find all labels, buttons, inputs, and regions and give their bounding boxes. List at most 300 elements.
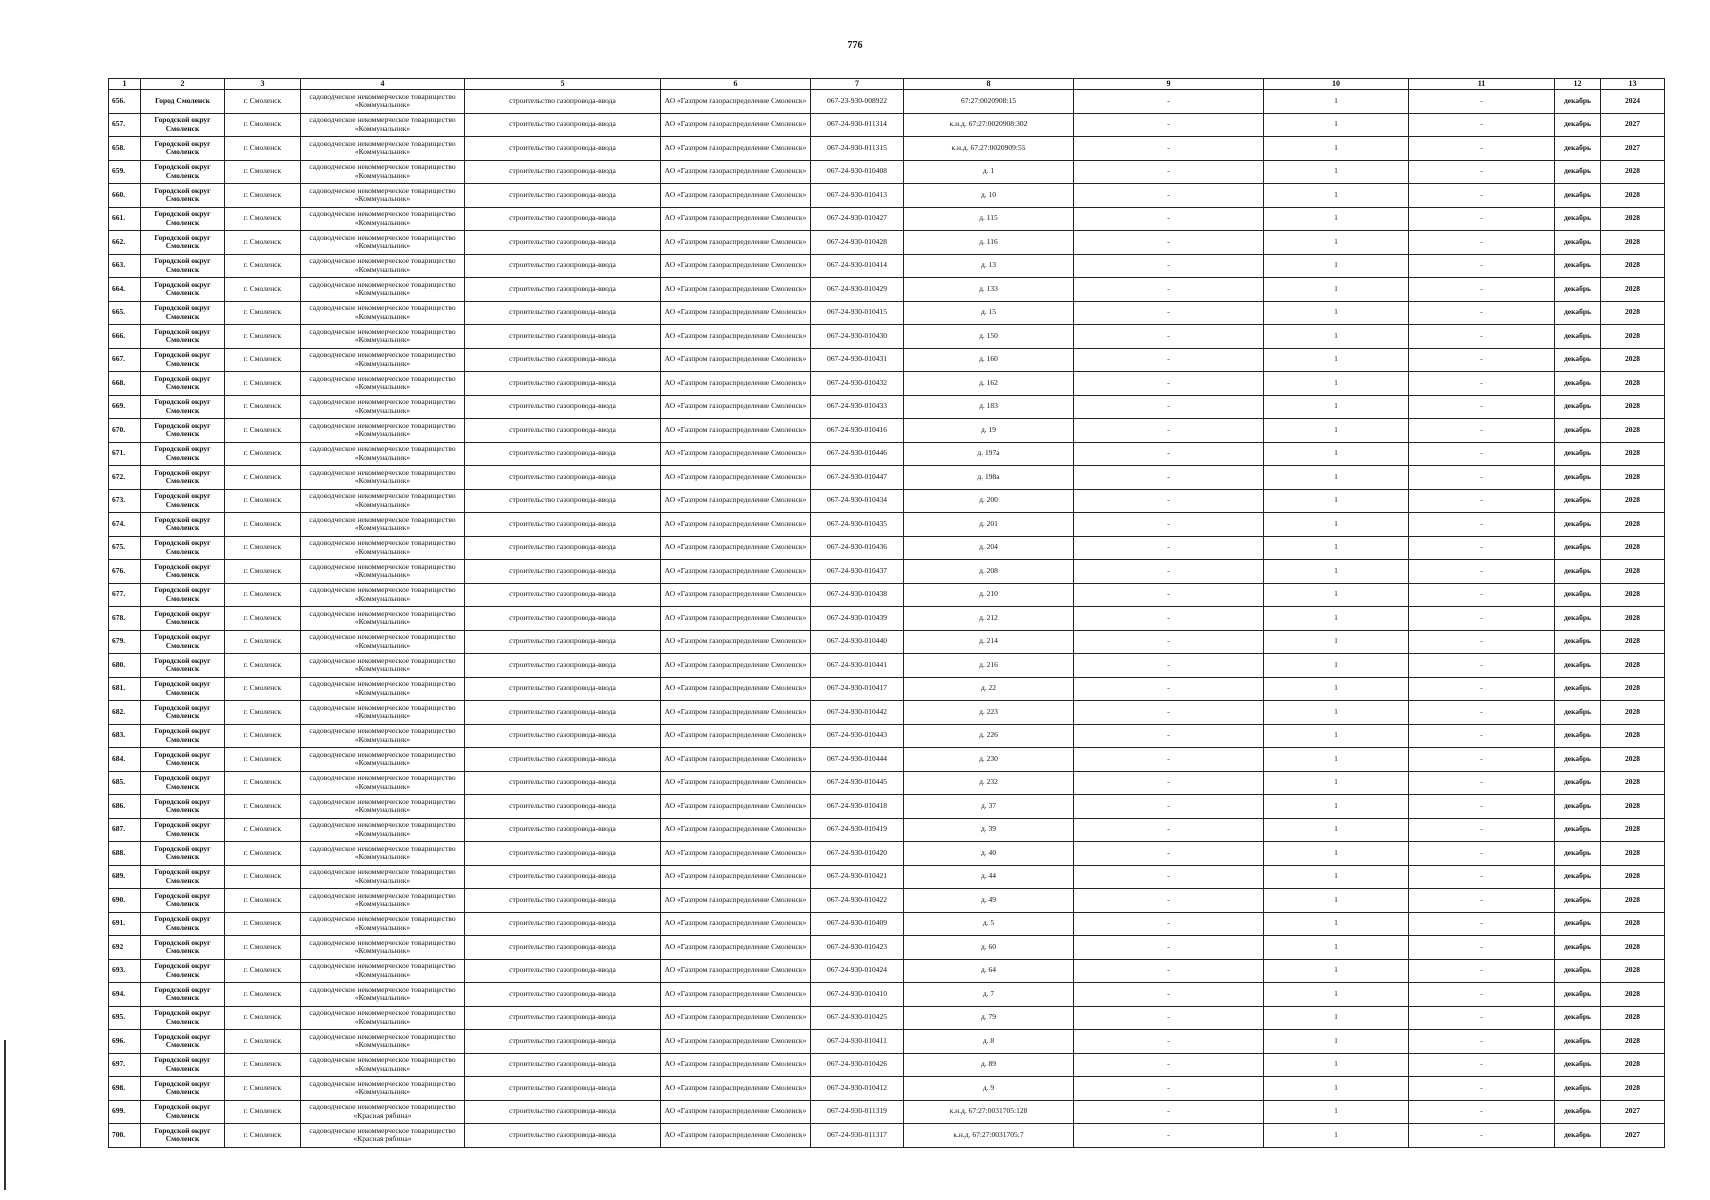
municipality-cell: Городской округ Смоленск bbox=[141, 325, 225, 349]
municipality-cell: Городской округ Смоленск bbox=[141, 231, 225, 255]
operator-cell: АО «Газпром газораспределение Смоленск» bbox=[661, 90, 811, 114]
col10-cell: 1 bbox=[1264, 959, 1409, 983]
month-cell: декабрь bbox=[1555, 959, 1601, 983]
owner-cell: садоводческое некоммерческое товарищество «Коммунальник» bbox=[301, 207, 465, 231]
col10-cell: 1 bbox=[1264, 560, 1409, 584]
work-type-cell: строительство газопровода-ввода bbox=[465, 207, 661, 231]
year-cell: 2028 bbox=[1601, 748, 1665, 772]
work-type-cell: строительство газопровода-ввода bbox=[465, 607, 661, 631]
operator-cell: АО «Газпром газораспределение Смоленск» bbox=[661, 137, 811, 161]
work-type-cell: строительство газопровода-ввода bbox=[465, 842, 661, 866]
municipality-cell: Городской округ Смоленск bbox=[141, 889, 225, 913]
operator-cell: АО «Газпром газораспределение Смоленск» bbox=[661, 1077, 811, 1101]
col11-cell: - bbox=[1409, 489, 1555, 513]
work-type-cell: строительство газопровода-ввода bbox=[465, 395, 661, 419]
locality-cell: г. Смоленск bbox=[225, 442, 301, 466]
year-cell: 2028 bbox=[1601, 207, 1665, 231]
month-cell: декабрь bbox=[1555, 560, 1601, 584]
table-row bbox=[109, 1077, 1665, 1101]
row-number-cell: 662. bbox=[109, 231, 141, 255]
col11-cell: - bbox=[1409, 865, 1555, 889]
locality-cell: г. Смоленск bbox=[225, 560, 301, 584]
object-cell: д. 226 bbox=[904, 724, 1074, 748]
owner-cell: садоводческое некоммерческое товарищество «Коммунальник» bbox=[301, 1030, 465, 1054]
row-number-cell: 697. bbox=[109, 1053, 141, 1077]
code-cell: 067-24-930-011314 bbox=[811, 113, 904, 137]
locality-cell: г. Смоленск bbox=[225, 395, 301, 419]
col10-cell: 1 bbox=[1264, 137, 1409, 161]
row-number-cell: 682. bbox=[109, 701, 141, 725]
column-header: 12 bbox=[1555, 79, 1601, 90]
object-cell: д. 22 bbox=[904, 677, 1074, 701]
municipality-cell: Городской округ Смоленск bbox=[141, 301, 225, 325]
object-cell: д. 204 bbox=[904, 536, 1074, 560]
owner-cell: садоводческое некоммерческое товарищество «Коммунальник» bbox=[301, 748, 465, 772]
row-number-cell: 668. bbox=[109, 372, 141, 396]
object-cell: д. 19 bbox=[904, 419, 1074, 443]
owner-cell: садоводческое некоммерческое товарищество «Коммунальник» bbox=[301, 1077, 465, 1101]
col10-cell: 1 bbox=[1264, 301, 1409, 325]
table-row bbox=[109, 207, 1665, 231]
col10-cell: 1 bbox=[1264, 795, 1409, 819]
col11-cell: - bbox=[1409, 724, 1555, 748]
table-row bbox=[109, 701, 1665, 725]
code-cell: 067-24-930-010426 bbox=[811, 1053, 904, 1077]
municipality-cell: Городской округ Смоленск bbox=[141, 654, 225, 678]
row-number-cell: 665. bbox=[109, 301, 141, 325]
col10-cell: 1 bbox=[1264, 231, 1409, 255]
col10-cell: 1 bbox=[1264, 1053, 1409, 1077]
year-cell: 2024 bbox=[1601, 90, 1665, 114]
col9-cell: - bbox=[1074, 231, 1264, 255]
month-cell: декабрь bbox=[1555, 865, 1601, 889]
col10-cell: 1 bbox=[1264, 889, 1409, 913]
row-number-cell: 688. bbox=[109, 842, 141, 866]
code-cell: 067-24-930-011319 bbox=[811, 1100, 904, 1124]
col9-cell: - bbox=[1074, 137, 1264, 161]
owner-cell: садоводческое некоммерческое товарищество «Коммунальник» bbox=[301, 630, 465, 654]
month-cell: декабрь bbox=[1555, 184, 1601, 208]
operator-cell: АО «Газпром газораспределение Смоленск» bbox=[661, 959, 811, 983]
work-type-cell: строительство газопровода-ввода bbox=[465, 137, 661, 161]
month-cell: декабрь bbox=[1555, 607, 1601, 631]
col9-cell: - bbox=[1074, 1006, 1264, 1030]
object-cell: д. 150 bbox=[904, 325, 1074, 349]
col9-cell: - bbox=[1074, 865, 1264, 889]
row-number-cell: 671. bbox=[109, 442, 141, 466]
municipality-cell: Городской округ Смоленск bbox=[141, 113, 225, 137]
operator-cell: АО «Газпром газораспределение Смоленск» bbox=[661, 1053, 811, 1077]
owner-cell: садоводческое некоммерческое товарищество «Коммунальник» bbox=[301, 818, 465, 842]
code-cell: 067-24-930-010413 bbox=[811, 184, 904, 208]
owner-cell: садоводческое некоммерческое товарищество «Коммунальник» bbox=[301, 889, 465, 913]
municipality-cell: Городской округ Смоленск bbox=[141, 1030, 225, 1054]
col11-cell: - bbox=[1409, 959, 1555, 983]
year-cell: 2027 bbox=[1601, 113, 1665, 137]
row-number-cell: 680. bbox=[109, 654, 141, 678]
row-number-cell: 672. bbox=[109, 466, 141, 490]
month-cell: декабрь bbox=[1555, 1100, 1601, 1124]
work-type-cell: строительство газопровода-ввода bbox=[465, 1100, 661, 1124]
table-row bbox=[109, 254, 1665, 278]
object-cell: д. 212 bbox=[904, 607, 1074, 631]
operator-cell: АО «Газпром газораспределение Смоленск» bbox=[661, 889, 811, 913]
month-cell: декабрь bbox=[1555, 1077, 1601, 1101]
col10-cell: 1 bbox=[1264, 395, 1409, 419]
operator-cell: АО «Газпром газораспределение Смоленск» bbox=[661, 701, 811, 725]
locality-cell: г. Смоленск bbox=[225, 325, 301, 349]
object-cell: д. 37 bbox=[904, 795, 1074, 819]
code-cell: 067-24-930-010420 bbox=[811, 842, 904, 866]
col9-cell: - bbox=[1074, 278, 1264, 302]
col11-cell: - bbox=[1409, 983, 1555, 1007]
year-cell: 2028 bbox=[1601, 724, 1665, 748]
work-type-cell: строительство газопровода-ввода bbox=[465, 654, 661, 678]
col10-cell: 1 bbox=[1264, 771, 1409, 795]
operator-cell: АО «Газпром газораспределение Смоленск» bbox=[661, 936, 811, 960]
municipality-cell: Городской округ Смоленск bbox=[141, 936, 225, 960]
owner-cell: садоводческое некоммерческое товарищество «Коммунальник» bbox=[301, 254, 465, 278]
code-cell: 067-24-930-010436 bbox=[811, 536, 904, 560]
locality-cell: г. Смоленск bbox=[225, 889, 301, 913]
row-number-cell: 663. bbox=[109, 254, 141, 278]
col11-cell: - bbox=[1409, 1053, 1555, 1077]
year-cell: 2028 bbox=[1601, 1077, 1665, 1101]
operator-cell: АО «Газпром газораспределение Смоленск» bbox=[661, 160, 811, 184]
work-type-cell: строительство газопровода-ввода bbox=[465, 489, 661, 513]
table-row bbox=[109, 231, 1665, 255]
object-cell: д. 201 bbox=[904, 513, 1074, 537]
col10-cell: 1 bbox=[1264, 865, 1409, 889]
year-cell: 2028 bbox=[1601, 701, 1665, 725]
locality-cell: г. Смоленск bbox=[225, 936, 301, 960]
operator-cell: АО «Газпром газораспределение Смоленск» bbox=[661, 231, 811, 255]
col11-cell: - bbox=[1409, 113, 1555, 137]
object-cell: д. 40 bbox=[904, 842, 1074, 866]
year-cell: 2028 bbox=[1601, 560, 1665, 584]
month-cell: декабрь bbox=[1555, 442, 1601, 466]
month-cell: декабрь bbox=[1555, 771, 1601, 795]
col11-cell: - bbox=[1409, 419, 1555, 443]
col10-cell: 1 bbox=[1264, 748, 1409, 772]
locality-cell: г. Смоленск bbox=[225, 231, 301, 255]
col10-cell: 1 bbox=[1264, 936, 1409, 960]
code-cell: 067-24-930-010431 bbox=[811, 348, 904, 372]
object-cell: д. 8 bbox=[904, 1030, 1074, 1054]
row-number-cell: 686. bbox=[109, 795, 141, 819]
row-number-cell: 670. bbox=[109, 419, 141, 443]
table-row bbox=[109, 137, 1665, 161]
table-row bbox=[109, 301, 1665, 325]
locality-cell: г. Смоленск bbox=[225, 1030, 301, 1054]
operator-cell: АО «Газпром газораспределение Смоленск» bbox=[661, 795, 811, 819]
year-cell: 2028 bbox=[1601, 677, 1665, 701]
row-number-cell: 681. bbox=[109, 677, 141, 701]
object-cell: д. 1 bbox=[904, 160, 1074, 184]
col10-cell: 1 bbox=[1264, 207, 1409, 231]
table-row bbox=[109, 983, 1665, 1007]
locality-cell: г. Смоленск bbox=[225, 160, 301, 184]
locality-cell: г. Смоленск bbox=[225, 419, 301, 443]
code-cell: 067-24-930-010437 bbox=[811, 560, 904, 584]
col10-cell: 1 bbox=[1264, 278, 1409, 302]
col11-cell: - bbox=[1409, 137, 1555, 161]
work-type-cell: строительство газопровода-ввода bbox=[465, 372, 661, 396]
col10-cell: 1 bbox=[1264, 1124, 1409, 1148]
col9-cell: - bbox=[1074, 818, 1264, 842]
month-cell: декабрь bbox=[1555, 701, 1601, 725]
row-number-cell: 684. bbox=[109, 748, 141, 772]
locality-cell: г. Смоленск bbox=[225, 184, 301, 208]
table-row bbox=[109, 395, 1665, 419]
municipality-cell: Городской округ Смоленск bbox=[141, 748, 225, 772]
operator-cell: АО «Газпром газораспределение Смоленск» bbox=[661, 207, 811, 231]
col10-cell: 1 bbox=[1264, 654, 1409, 678]
col9-cell: - bbox=[1074, 1077, 1264, 1101]
locality-cell: г. Смоленск bbox=[225, 489, 301, 513]
operator-cell: АО «Газпром газораспределение Смоленск» bbox=[661, 442, 811, 466]
work-type-cell: строительство газопровода-ввода bbox=[465, 1006, 661, 1030]
col11-cell: - bbox=[1409, 1077, 1555, 1101]
locality-cell: г. Смоленск bbox=[225, 842, 301, 866]
locality-cell: г. Смоленск bbox=[225, 301, 301, 325]
code-cell: 067-24-930-010417 bbox=[811, 677, 904, 701]
operator-cell: АО «Газпром газораспределение Смоленск» bbox=[661, 489, 811, 513]
operator-cell: АО «Газпром газораспределение Смоленск» bbox=[661, 583, 811, 607]
col11-cell: - bbox=[1409, 1124, 1555, 1148]
col9-cell: - bbox=[1074, 160, 1264, 184]
col11-cell: - bbox=[1409, 231, 1555, 255]
municipality-cell: Город Смоленск bbox=[141, 90, 225, 114]
col10-cell: 1 bbox=[1264, 466, 1409, 490]
column-header: 5 bbox=[465, 79, 661, 90]
municipality-cell: Городской округ Смоленск bbox=[141, 160, 225, 184]
month-cell: декабрь bbox=[1555, 372, 1601, 396]
operator-cell: АО «Газпром газораспределение Смоленск» bbox=[661, 113, 811, 137]
col9-cell: - bbox=[1074, 489, 1264, 513]
municipality-cell: Городской округ Смоленск bbox=[141, 724, 225, 748]
table-row bbox=[109, 1030, 1665, 1054]
owner-cell: садоводческое некоммерческое товарищество «Коммунальник» bbox=[301, 936, 465, 960]
code-cell: 067-24-930-010418 bbox=[811, 795, 904, 819]
code-cell: 067-24-930-010445 bbox=[811, 771, 904, 795]
table-row bbox=[109, 489, 1665, 513]
code-cell: 067-24-930-010412 bbox=[811, 1077, 904, 1101]
work-type-cell: строительство газопровода-ввода bbox=[465, 536, 661, 560]
month-cell: декабрь bbox=[1555, 207, 1601, 231]
object-cell: д. 200 bbox=[904, 489, 1074, 513]
col9-cell: - bbox=[1074, 560, 1264, 584]
col9-cell: - bbox=[1074, 959, 1264, 983]
operator-cell: АО «Газпром газораспределение Смоленск» bbox=[661, 348, 811, 372]
owner-cell: садоводческое некоммерческое товарищество «Коммунальник» bbox=[301, 795, 465, 819]
month-cell: декабрь bbox=[1555, 466, 1601, 490]
col9-cell: - bbox=[1074, 513, 1264, 537]
object-cell: к.н.д. 67:27:0020909:55 bbox=[904, 137, 1074, 161]
year-cell: 2028 bbox=[1601, 630, 1665, 654]
year-cell: 2028 bbox=[1601, 983, 1665, 1007]
locality-cell: г. Смоленск bbox=[225, 466, 301, 490]
col11-cell: - bbox=[1409, 513, 1555, 537]
year-cell: 2028 bbox=[1601, 442, 1665, 466]
col9-cell: - bbox=[1074, 348, 1264, 372]
table-row bbox=[109, 466, 1665, 490]
month-cell: декабрь bbox=[1555, 1006, 1601, 1030]
work-type-cell: строительство газопровода-ввода bbox=[465, 1124, 661, 1148]
owner-cell: садоводческое некоммерческое товарищество «Коммунальник» bbox=[301, 160, 465, 184]
month-cell: декабрь bbox=[1555, 513, 1601, 537]
work-type-cell: строительство газопровода-ввода bbox=[465, 1053, 661, 1077]
locality-cell: г. Смоленск bbox=[225, 1100, 301, 1124]
object-cell: д. 10 bbox=[904, 184, 1074, 208]
operator-cell: АО «Газпром газораспределение Смоленск» bbox=[661, 395, 811, 419]
owner-cell: садоводческое некоммерческое товарищество «Коммунальник» bbox=[301, 90, 465, 114]
col10-cell: 1 bbox=[1264, 1077, 1409, 1101]
col11-cell: - bbox=[1409, 348, 1555, 372]
object-cell: д. 210 bbox=[904, 583, 1074, 607]
locality-cell: г. Смоленск bbox=[225, 865, 301, 889]
year-cell: 2028 bbox=[1601, 513, 1665, 537]
owner-cell: садоводческое некоммерческое товарищество «Коммунальник» bbox=[301, 1006, 465, 1030]
work-type-cell: строительство газопровода-ввода bbox=[465, 936, 661, 960]
work-type-cell: строительство газопровода-ввода bbox=[465, 348, 661, 372]
table-row bbox=[109, 771, 1665, 795]
year-cell: 2027 bbox=[1601, 137, 1665, 161]
table-row bbox=[109, 372, 1665, 396]
locality-cell: г. Смоленск bbox=[225, 654, 301, 678]
object-cell: к.н.д. 67:27:0020908:302 bbox=[904, 113, 1074, 137]
work-type-cell: строительство газопровода-ввода bbox=[465, 959, 661, 983]
row-number-cell: 698. bbox=[109, 1077, 141, 1101]
column-header: 13 bbox=[1601, 79, 1665, 90]
data-table bbox=[108, 78, 1665, 1148]
col9-cell: - bbox=[1074, 442, 1264, 466]
municipality-cell: Городской округ Смоленск bbox=[141, 583, 225, 607]
col11-cell: - bbox=[1409, 842, 1555, 866]
table-row bbox=[109, 160, 1665, 184]
month-cell: декабрь bbox=[1555, 325, 1601, 349]
col10-cell: 1 bbox=[1264, 818, 1409, 842]
year-cell: 2028 bbox=[1601, 301, 1665, 325]
col9-cell: - bbox=[1074, 842, 1264, 866]
row-number-cell: 679. bbox=[109, 630, 141, 654]
month-cell: декабрь bbox=[1555, 936, 1601, 960]
row-number-cell: 695. bbox=[109, 1006, 141, 1030]
col9-cell: - bbox=[1074, 466, 1264, 490]
col10-cell: 1 bbox=[1264, 160, 1409, 184]
col9-cell: - bbox=[1074, 207, 1264, 231]
month-cell: декабрь bbox=[1555, 301, 1601, 325]
object-cell: д. 60 bbox=[904, 936, 1074, 960]
operator-cell: АО «Газпром газораспределение Смоленск» bbox=[661, 278, 811, 302]
owner-cell: садоводческое некоммерческое товарищество «Коммунальник» bbox=[301, 583, 465, 607]
col11-cell: - bbox=[1409, 1006, 1555, 1030]
object-cell: д. 162 bbox=[904, 372, 1074, 396]
work-type-cell: строительство газопровода-ввода bbox=[465, 113, 661, 137]
work-type-cell: строительство газопровода-ввода bbox=[465, 583, 661, 607]
year-cell: 2028 bbox=[1601, 818, 1665, 842]
col10-cell: 1 bbox=[1264, 419, 1409, 443]
code-cell: 067-24-930-010430 bbox=[811, 325, 904, 349]
col9-cell: - bbox=[1074, 419, 1264, 443]
owner-cell: садоводческое некоммерческое товарищество «Коммунальник» bbox=[301, 137, 465, 161]
owner-cell: садоводческое некоммерческое товарищество «Коммунальник» bbox=[301, 959, 465, 983]
col11-cell: - bbox=[1409, 90, 1555, 114]
municipality-cell: Городской округ Смоленск bbox=[141, 795, 225, 819]
month-cell: декабрь bbox=[1555, 677, 1601, 701]
row-number-cell: 690. bbox=[109, 889, 141, 913]
table-row bbox=[109, 912, 1665, 936]
object-cell: д. 214 bbox=[904, 630, 1074, 654]
col9-cell: - bbox=[1074, 325, 1264, 349]
year-cell: 2028 bbox=[1601, 583, 1665, 607]
operator-cell: АО «Газпром газораспределение Смоленск» bbox=[661, 301, 811, 325]
owner-cell: садоводческое некоммерческое товарищество «Коммунальник» bbox=[301, 724, 465, 748]
month-cell: декабрь bbox=[1555, 630, 1601, 654]
operator-cell: АО «Газпром газораспределение Смоленск» bbox=[661, 771, 811, 795]
table-row bbox=[109, 184, 1665, 208]
col9-cell: - bbox=[1074, 113, 1264, 137]
municipality-cell: Городской округ Смоленск bbox=[141, 489, 225, 513]
row-number-cell: 657. bbox=[109, 113, 141, 137]
table-row bbox=[109, 348, 1665, 372]
owner-cell: садоводческое некоммерческое товарищество «Коммунальник» bbox=[301, 301, 465, 325]
col9-cell: - bbox=[1074, 795, 1264, 819]
col10-cell: 1 bbox=[1264, 1030, 1409, 1054]
table-row bbox=[109, 113, 1665, 137]
work-type-cell: строительство газопровода-ввода bbox=[465, 724, 661, 748]
column-header: 1 bbox=[109, 79, 141, 90]
code-cell: 067-24-930-010424 bbox=[811, 959, 904, 983]
row-number-cell: 685. bbox=[109, 771, 141, 795]
col11-cell: - bbox=[1409, 912, 1555, 936]
owner-cell: садоводческое некоммерческое товарищество «Коммунальник» bbox=[301, 842, 465, 866]
year-cell: 2028 bbox=[1601, 395, 1665, 419]
code-cell: 067-24-930-010434 bbox=[811, 489, 904, 513]
col11-cell: - bbox=[1409, 1100, 1555, 1124]
municipality-cell: Городской округ Смоленск bbox=[141, 630, 225, 654]
locality-cell: г. Смоленск bbox=[225, 795, 301, 819]
year-cell: 2028 bbox=[1601, 654, 1665, 678]
work-type-cell: строительство газопровода-ввода bbox=[465, 748, 661, 772]
table-row bbox=[109, 865, 1665, 889]
year-cell: 2028 bbox=[1601, 936, 1665, 960]
code-cell: 067-24-930-010408 bbox=[811, 160, 904, 184]
locality-cell: г. Смоленск bbox=[225, 771, 301, 795]
col10-cell: 1 bbox=[1264, 983, 1409, 1007]
table-row bbox=[109, 842, 1665, 866]
month-cell: декабрь bbox=[1555, 1030, 1601, 1054]
work-type-cell: строительство газопровода-ввода bbox=[465, 325, 661, 349]
col9-cell: - bbox=[1074, 184, 1264, 208]
row-number-cell: 664. bbox=[109, 278, 141, 302]
col11-cell: - bbox=[1409, 395, 1555, 419]
row-number-cell: 660. bbox=[109, 184, 141, 208]
owner-cell: садоводческое некоммерческое товарищество «Коммунальник» bbox=[301, 677, 465, 701]
municipality-cell: Городской округ Смоленск bbox=[141, 1100, 225, 1124]
work-type-cell: строительство газопровода-ввода bbox=[465, 560, 661, 584]
object-cell: д. 13 bbox=[904, 254, 1074, 278]
code-cell: 067-24-930-010423 bbox=[811, 936, 904, 960]
code-cell: 067-24-930-010411 bbox=[811, 1030, 904, 1054]
year-cell: 2028 bbox=[1601, 278, 1665, 302]
work-type-cell: строительство газопровода-ввода bbox=[465, 184, 661, 208]
locality-cell: г. Смоленск bbox=[225, 748, 301, 772]
column-header: 6 bbox=[661, 79, 811, 90]
col9-cell: - bbox=[1074, 983, 1264, 1007]
operator-cell: АО «Газпром газораспределение Смоленск» bbox=[661, 677, 811, 701]
row-number-cell: 666. bbox=[109, 325, 141, 349]
